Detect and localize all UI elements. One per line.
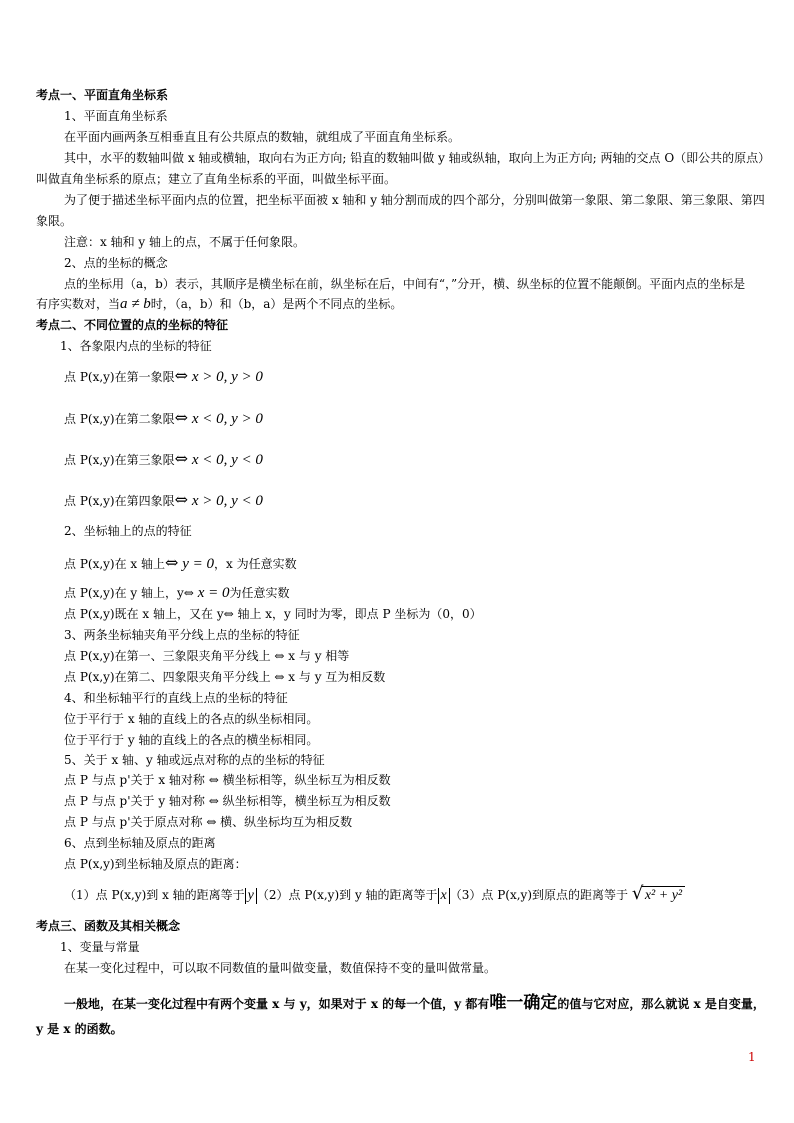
quadrant-3-rule: 点 P(x,y)在第三象限⇔ x < 0, y < 0: [64, 449, 263, 468]
axis-rule-origin: 点 P(x,y)既在 x 轴上，又在 y⇔ 轴上 x，y 同时为零，即点 P 坐标为（0，0）: [64, 607, 482, 621]
heading-2-1: 1、各象限内点的坐标的特征: [60, 339, 212, 353]
iff-symbol: ⇔: [174, 408, 189, 427]
symmetry-rule: 点 P 与点 p'关于 x 轴对称 ⇔ 横坐标相等，纵坐标互为相反数: [64, 773, 391, 787]
paragraph: 为了便于描述坐标平面内点的位置，把坐标平面被 x 轴和 y 轴分割而成的四个部分，分别叫做第一象限、第二象限、第三象限、第四: [64, 193, 765, 207]
paragraph: 有序实数对，当a ≠ b时，（a，b）和（b，a）是两个不同点的坐标。: [36, 296, 403, 312]
abs-y: y: [245, 888, 257, 904]
section-1-title: 考点一、平面直角坐标系: [36, 88, 169, 102]
axis-rule-y: 点 P(x,y)在 y 轴上，y⇔ x = 0为任意实数: [64, 585, 290, 601]
paragraph: 点的坐标用（a，b）表示，其顺序是横坐标在前，纵坐标在后，中间有“，”分开，横、纵坐标的位置不能颠倒。平面内点的坐标是: [64, 277, 746, 291]
paragraph: 在平面内画两条互相垂直且有公共原点的数轴，就组成了平面直角坐标系。: [64, 130, 461, 144]
symmetry-rule: 点 P 与点 p'关于 y 轴对称 ⇔ 纵坐标相等，横坐标互为相反数: [64, 794, 391, 808]
math-expression: a ≠ b: [120, 296, 151, 312]
paragraph: 其中，水平的数轴叫做 x 轴或横轴，取向右为正方向; 铅直的数轴叫做 y 轴或纵轴，取向上为正方向; 两轴的交点 O（即公共的原点）: [64, 151, 771, 165]
iff-symbol: ⇔: [174, 490, 189, 509]
parallel-rule: 位于平行于 x 轴的直线上的各点的纵坐标相同。: [64, 712, 319, 726]
parallel-rule: 位于平行于 y 轴的直线上的各点的横坐标相同。: [64, 733, 319, 747]
note: 注意：x 轴和 y 轴上的点，不属于任何象限。: [64, 235, 305, 249]
paragraph: 点 P(x,y)到坐标轴及原点的距离：: [64, 857, 247, 871]
heading-2-5: 5、关于 x 轴、y 轴或远点对称的点的坐标的特征: [64, 753, 325, 767]
section-2-title: 考点二、不同位置的点的坐标的特征: [36, 318, 229, 332]
function-definition: 一般地，在某一变化过程中有两个变量 x 与 y，如果对于 x 的每一个值，y 都有唯一确定的值与它对应，那么就说 x 是自变量，: [64, 993, 765, 1013]
iff-symbol: ⇔: [165, 553, 179, 572]
heading-2-4: 4、和坐标轴平行的直线上点的坐标的特征: [64, 691, 288, 705]
quadrant-1-rule: 点 P(x,y)在第一象限⇔ x > 0, y > 0: [64, 366, 263, 385]
heading-2-2: 2、坐标轴上的点的特征: [64, 524, 192, 538]
heading-3-1: 1、变量与常量: [60, 940, 140, 954]
quadrant-2-rule: 点 P(x,y)在第二象限⇔ x < 0, y > 0: [64, 408, 263, 427]
function-definition-end: y 是 x 的函数。: [36, 1022, 123, 1036]
distance-rules: （1）点 P(x,y)到 x 轴的距离等于 y （2）点 P(x,y)到 y 轴的距离等于 x （3）点 P(x,y)到原点的距离等于 √ x² + y²: [64, 888, 685, 904]
heading-2-6: 6、点到坐标轴及原点的距离: [64, 836, 216, 850]
heading-1-1: 1、平面直角坐标系: [64, 109, 168, 123]
symmetry-rule: 点 P 与点 p'关于原点对称 ⇔ 横、纵坐标均互为相反数: [64, 815, 353, 829]
heading-1-2: 2、点的坐标的概念: [64, 256, 168, 270]
paragraph: 象限。: [36, 214, 73, 228]
paragraph: 在某一变化过程中，可以取不同数值的量叫做变量，数值保持不变的量叫做常量。: [64, 961, 497, 975]
abs-x: x: [438, 888, 450, 904]
section-3-title: 考点三、函数及其相关概念: [36, 919, 181, 933]
iff-symbol: ⇔: [174, 449, 189, 468]
axis-rule-x: 点 P(x,y)在 x 轴上⇔ y = 0，x 为任意实数: [64, 553, 297, 572]
bisector-rule: 点 P(x,y)在第一、三象限夹角平分线上 ⇔ x 与 y 相等: [64, 649, 350, 663]
emphasis: 唯一确定: [489, 993, 558, 1013]
bisector-rule: 点 P(x,y)在第二、四象限夹角平分线上 ⇔ x 与 y 互为相反数: [64, 670, 386, 684]
sqrt-expression: √ x² + y²: [632, 888, 685, 903]
iff-symbol: ⇔: [174, 366, 189, 385]
quadrant-4-rule: 点 P(x,y)在第四象限⇔ x > 0, y < 0: [64, 490, 263, 509]
page-number: 1: [748, 1050, 756, 1064]
paragraph: 叫做直角坐标系的原点；建立了直角坐标系的平面，叫做坐标平面。: [36, 172, 397, 186]
heading-2-3: 3、两条坐标轴夹角平分线上点的坐标的特征: [64, 628, 300, 642]
